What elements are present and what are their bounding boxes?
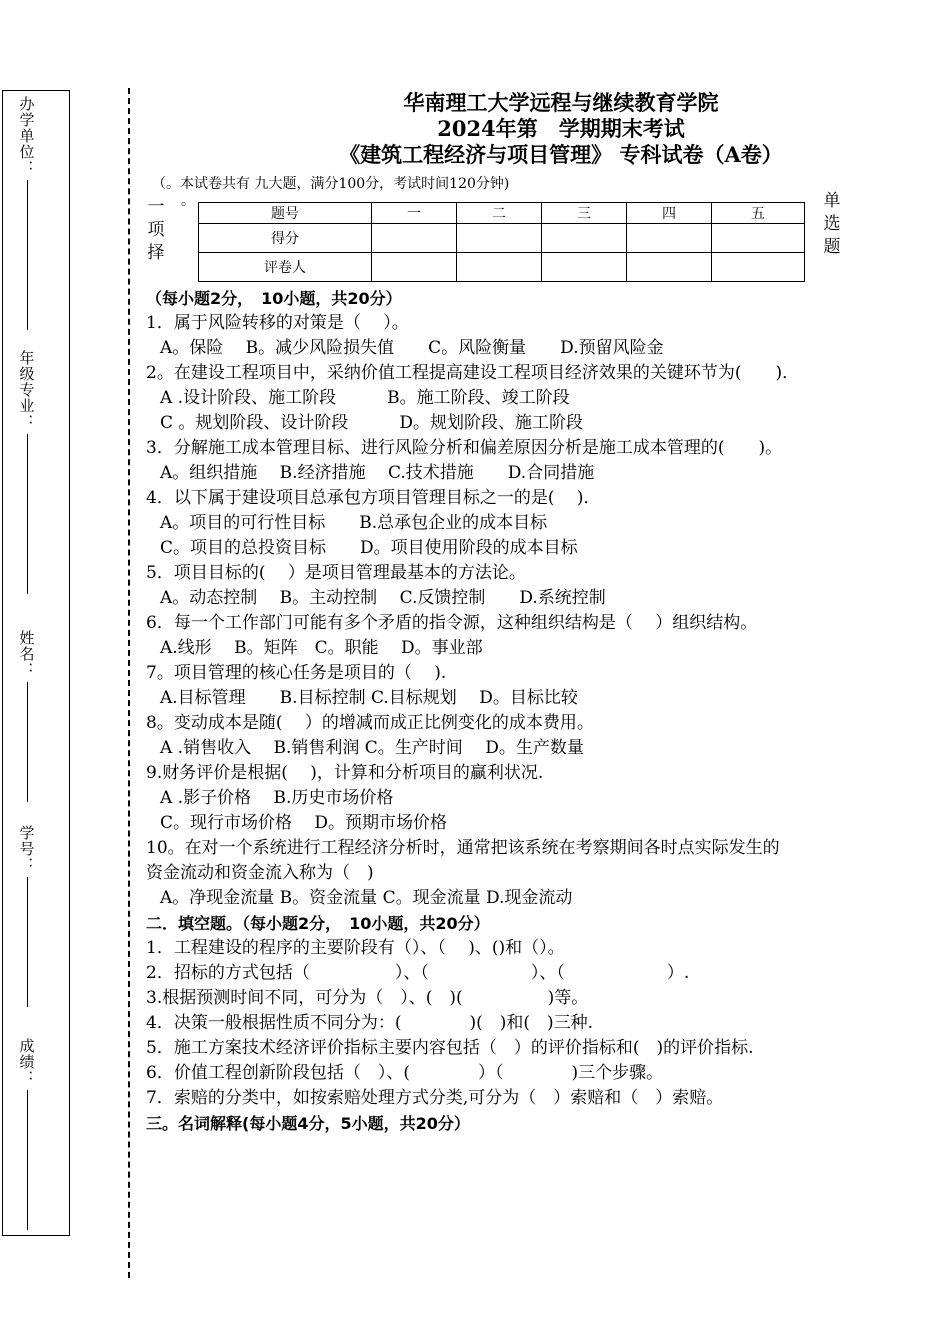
options-line: A.线形 B。矩阵 C。职能 D。事业部 [160,638,483,658]
table-cell: 一 [372,203,457,224]
fill-blank-line: 2．招标的方式包括（ ）、（ ）、（ ）. [146,963,690,983]
question-line: 10。在对一个系统进行工程经济分析时，通常把该系统在考察期间各时点实际发生的 [146,838,780,858]
fill-blank-line: 4．决策一般根据性质不同分为：( )( )和( )三种. [146,1013,594,1033]
table-cell: 得分 [199,224,372,253]
table-cell[interactable] [372,253,457,282]
question-line: 5．项目目标的( ）是项目管理最基本的方法论。 [146,563,526,583]
table-cell[interactable] [372,224,457,253]
left-dot: 。 [181,193,195,209]
table-cell: 题号 [199,203,372,224]
table-cell[interactable] [712,253,805,282]
question-line: 8。变动成本是随( ）的增减而成正比例变化的成本费用。 [146,713,594,733]
student-id-field [12,825,42,1007]
table-row [199,253,805,282]
table-row [199,224,805,253]
table-cell[interactable] [627,224,712,253]
section1-right-label [822,190,842,259]
options-line: C 。规划阶段、设计阶段 D。规划阶段、施工阶段 [160,413,584,433]
exam-paper [146,90,876,1136]
table-cell[interactable] [712,224,805,253]
table-cell[interactable] [542,224,627,253]
fill-blank-line: 7．索赔的分类中，如按索赔处理方式分类,可分为（ ）索赔和（ ）索赔。 [146,1088,724,1108]
question-line: 2。在建设工程项目中，采纳价值工程提高建设工程项目经济效果的关键环节为( )． [146,363,800,383]
table-cell: 四 [627,203,712,224]
options-line: A.目标管理 B.目标控制 C.目标规划 D。目标比较 [160,688,578,708]
table-cell[interactable] [627,253,712,282]
exam-title-3: 《建筑工程经济与项目管理》 专科试卷（A卷） [339,142,783,167]
score-area [146,191,876,286]
exam-title-1: 华南理工大学远程与继续教育学院 [403,90,719,115]
section3-heading: 三。名词解释(每小题4分，5小题，共20分） [146,1114,470,1133]
fill-blank-line: 5．施工方案技术经济评价指标主要内容包括（ ）的评价指标和( )的评价指标. [146,1038,754,1058]
score-label: 成绩： [17,1038,36,1086]
options-line: C。项目的总投资目标 D。项目使用阶段的成本目标 [160,538,578,558]
question-line: 1．属于风险转移的对策是（ ）。 [146,313,409,333]
table-cell: 三 [542,203,627,224]
section1-heading: （每小题2分， 10小题，共20分） [146,289,402,308]
left-label-char: 一 [147,197,165,217]
school-blank[interactable] [27,180,28,330]
options-line: A .销售收入 B.销售利润 C。生产时间 D。生产数量 [160,738,584,758]
table-cell[interactable] [457,224,542,253]
question-line: 资金流动和资金流入称为（ ) [146,863,374,883]
options-line: C。现行市场价格 D。预期市场价格 [160,813,448,833]
grade-major-label: 年级专业： [17,350,36,430]
exam-title-2: 2024年第 学期期末考试 [437,116,685,141]
table-cell: 二 [457,203,542,224]
name-label: 姓名： [17,630,36,678]
grade-major-blank[interactable] [27,434,28,594]
fill-blank-line: 3.根据预测时间不同，可分为（ ）、( )( )等。 [146,988,589,1008]
table-row [199,203,805,224]
right-label-char: 单 [823,191,841,211]
name-blank[interactable] [27,682,28,802]
school-field [12,96,42,330]
question-line: 6．每一个工作部门可能有多个矛盾的指令源，这种组织结构是（ ）组织结构。 [146,613,758,633]
name-field [12,630,42,802]
student-id-label: 学号： [17,825,36,873]
score-table [198,202,805,282]
options-line: A。组织措施 B.经济措施 C.技术措施 D.合同措施 [160,463,595,483]
question-line: 3．分解施工成本管理目标、进行风险分析和偏差原因分析是施工成本管理的( )。 [146,438,783,458]
options-line: A。保险 B。减少风险损失值 C。风险衡量 D.预留风险金 [160,338,664,358]
question-line: 4．以下属于建设项目总承包方项目管理目标之一的是( )． [146,488,601,508]
table-cell[interactable] [457,253,542,282]
questions [146,286,876,1136]
score-field [12,1038,42,1230]
exam-note: （。本试卷共有 九大题，满分100分，考试时间120分钟) [152,176,510,192]
options-line: A .影子价格 B.历史市场价格 [160,788,394,808]
table-cell: 五 [712,203,805,224]
options-line: A。净现金流量 B。资金流量 C。现金流量 D.现金流动 [160,888,573,908]
options-line: A。项目的可行性目标 B.总承包企业的成本目标 [160,513,548,533]
table-cell: 评卷人 [199,253,372,282]
options-line: A .设计阶段、施工阶段 B。施工阶段、竣工阶段 [160,388,570,408]
options-line: A。动态控制 B。主动控制 C.反馈控制 D.系统控制 [160,588,606,608]
section2-heading: 二．填空题。（每小题2分， 10小题，共20分） [146,914,490,933]
left-label-char: 项 [147,220,165,240]
table-cell[interactable] [542,253,627,282]
student-id-blank[interactable] [27,877,28,1007]
right-label-char: 选 [823,214,841,234]
cut-line [128,88,130,1278]
school-label: 办学单位： [17,96,36,176]
question-line: 7。项目管理的核心任务是项目的（ ). [146,663,447,683]
question-line: 9.财务评价是根据( )，计算和分析项目的赢利状况. [146,763,544,783]
right-label-char: 题 [823,237,841,257]
score-blank[interactable] [27,1090,28,1230]
grade-major-field [12,350,42,594]
left-label-char: 择 [147,243,165,263]
fill-blank-line: 1．工程建设的程序的主要阶段有（）、（ )、()和（）。 [146,938,565,958]
section1-left-label [146,196,166,265]
fill-blank-line: 6．价值工程创新阶段包括（ ）、( ）（ )三个步骤。 [146,1063,664,1083]
